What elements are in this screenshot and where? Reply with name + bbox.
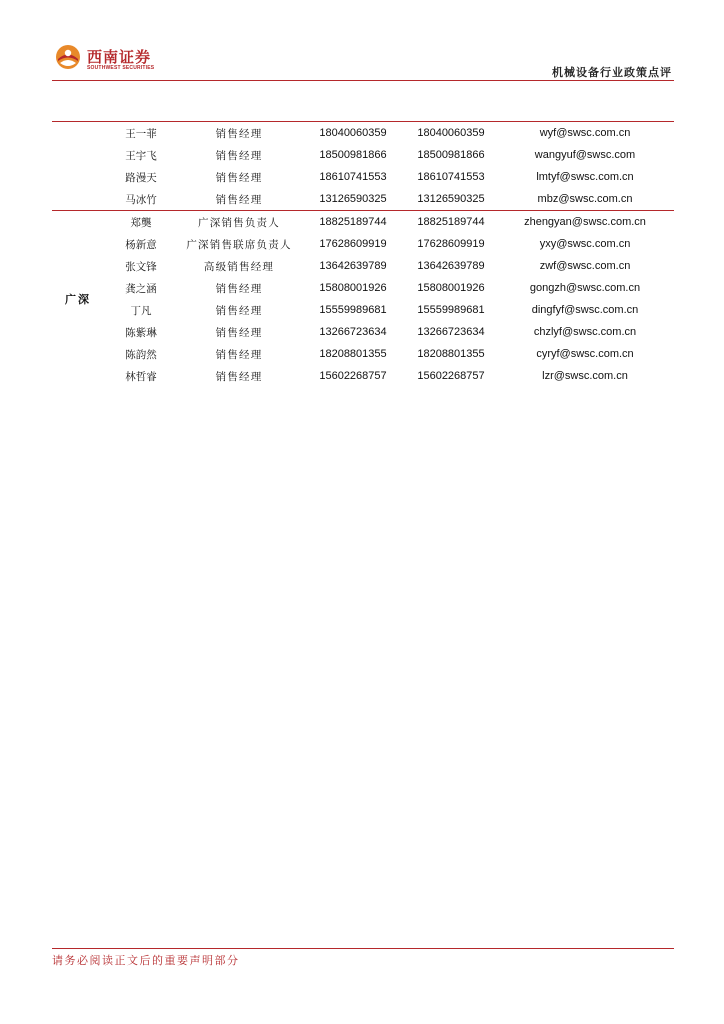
contact-title: 高级销售经理: [203, 260, 275, 273]
table-row: [52, 166, 674, 188]
contact-mobile: 18040060359: [406, 122, 496, 145]
table-row: [52, 365, 674, 387]
contact-email[interactable]: cyryf@swsc.com.cn: [536, 348, 634, 360]
contact-phone: 15808001926: [319, 282, 387, 294]
contact-mobile: 15602268757: [417, 370, 485, 382]
report-type-title: 机械设备行业政策点评: [552, 66, 672, 79]
contact-phone: 18208801355: [319, 348, 387, 360]
contact-phone: 15559989681: [319, 304, 387, 316]
sales-contacts-table: [52, 121, 674, 387]
contact-email[interactable]: gongzh@swsc.com.cn: [529, 282, 641, 294]
header-divider: [52, 80, 674, 81]
table-row: [52, 233, 674, 255]
contact-phone: 18040060359: [300, 122, 406, 145]
contact-phone: 17628609919: [319, 238, 387, 250]
table-row: [52, 144, 674, 166]
table-row: [52, 122, 674, 145]
contact-phone: 13126590325: [319, 193, 387, 205]
contact-name: 丁凡: [130, 304, 152, 317]
company-logo-mark-icon: [55, 44, 81, 70]
table-row: [52, 321, 674, 343]
contact-phone: 18500981866: [319, 149, 387, 161]
contact-title: 广深销售联席负责人: [186, 238, 292, 251]
contact-name: 郑龑: [104, 211, 178, 234]
footer-divider: [52, 948, 674, 949]
contact-title: 销售经理: [215, 348, 263, 361]
contact-name: 林哲睿: [125, 370, 157, 383]
table-row: [52, 277, 674, 299]
contact-mobile: 13266723634: [417, 326, 485, 338]
contact-name: 王宇飞: [125, 149, 157, 162]
contact-email[interactable]: zhengyan@swsc.com.cn: [496, 211, 674, 234]
contact-name: 陈韵然: [125, 348, 157, 361]
table-row: [52, 299, 674, 321]
contact-title: 销售经理: [215, 193, 263, 206]
contact-title: 销售经理: [215, 370, 263, 383]
contact-mobile: 13126590325: [417, 193, 485, 205]
contact-mobile: 15559989681: [417, 304, 485, 316]
contact-email[interactable]: dingfyf@swsc.com.cn: [531, 304, 639, 316]
contact-email[interactable]: lzr@swsc.com.cn: [542, 370, 628, 382]
contact-name: 路漫天: [125, 171, 157, 184]
contact-title: 销售经理: [215, 171, 263, 184]
region-cell: 广深: [52, 211, 104, 388]
contact-title: 销售经理: [215, 304, 263, 317]
contact-email[interactable]: lmtyf@swsc.com.cn: [536, 171, 634, 183]
contact-title: 销售经理: [178, 122, 300, 145]
contact-mobile: 17628609919: [417, 238, 485, 250]
contact-phone: 18825189744: [300, 211, 406, 234]
company-logo-en: SOUTHWEST SECURITIES: [87, 65, 155, 71]
contact-email[interactable]: zwf@swsc.com.cn: [539, 260, 631, 272]
contact-title: 销售经理: [215, 282, 263, 295]
contact-phone: 18610741553: [319, 171, 387, 183]
contact-title: 广深销售负责人: [178, 211, 300, 234]
contact-email[interactable]: wangyuf@swsc.com: [534, 149, 636, 161]
contact-email[interactable]: chzlyf@swsc.com.cn: [533, 326, 637, 338]
contact-title: 销售经理: [215, 326, 263, 339]
contact-name: 马冰竹: [125, 193, 157, 206]
contact-name: 王一菲: [104, 122, 178, 145]
contact-phone: 13642639789: [319, 260, 387, 272]
contact-name: 杨新意: [125, 238, 157, 251]
table-row: [52, 255, 674, 277]
contact-mobile: 18500981866: [417, 149, 485, 161]
contact-mobile: 13642639789: [417, 260, 485, 272]
company-logo-cn: 西南证券: [87, 48, 152, 66]
contact-phone: 15602268757: [319, 370, 387, 382]
sales-contacts-body: [52, 122, 674, 388]
contact-mobile: 15808001926: [417, 282, 485, 294]
table-row: [52, 343, 674, 365]
contact-phone: 13266723634: [319, 326, 387, 338]
contact-email[interactable]: mbz@swsc.com.cn: [537, 193, 633, 205]
contact-name: 龚之涵: [125, 282, 157, 295]
contact-email[interactable]: wyf@swsc.com.cn: [496, 122, 674, 145]
table-row: [52, 211, 674, 234]
contact-email[interactable]: yxy@swsc.com.cn: [539, 238, 631, 250]
footer-disclaimer: 请务必阅读正文后的重要声明部分: [52, 954, 240, 967]
contact-mobile: 18610741553: [417, 171, 485, 183]
contact-mobile: 18208801355: [417, 348, 485, 360]
contact-name: 张文锋: [125, 260, 157, 273]
contact-title: 销售经理: [215, 149, 263, 162]
table-row: [52, 188, 674, 211]
contact-mobile: 18825189744: [406, 211, 496, 234]
region-cell: [52, 122, 104, 211]
contact-name: 陈紫琳: [125, 326, 157, 339]
